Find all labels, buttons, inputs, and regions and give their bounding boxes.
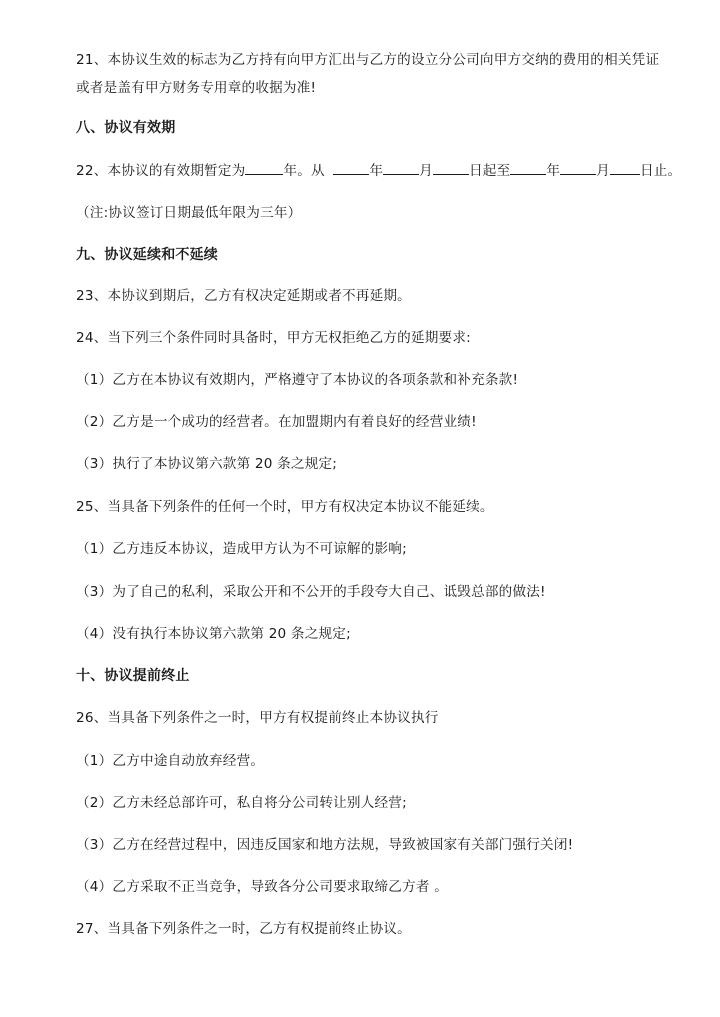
- clause-25-item-4: （4）没有执行本协议第六款第 20 条之规定;: [76, 626, 351, 642]
- from-day-label: 日起至: [468, 163, 511, 179]
- clause-26-item-1: （1）乙方中途自动放弃经营。: [76, 753, 265, 769]
- from-month-blank[interactable]: [383, 160, 419, 175]
- clause-27: 27、当具备下列条件之一时，乙方有权提前终止协议。: [76, 921, 411, 937]
- to-day-label: 日止。: [639, 163, 682, 179]
- section-9-heading: 九、协议延续和不延续: [76, 247, 218, 263]
- clause-26-item-4: （4）乙方采取不正当竞争，导致各分公司要求取缔乙方者 。: [76, 879, 449, 895]
- from-day-blank[interactable]: [433, 160, 469, 175]
- term-years-blank[interactable]: [245, 160, 283, 175]
- clause-26: 26、当具备下列条件之一时，甲方有权提前终止本协议执行: [76, 710, 439, 726]
- to-day-blank[interactable]: [610, 160, 640, 175]
- clause-25-item-1: （1）乙方违反本协议，造成甲方认为不可谅解的影响;: [76, 541, 407, 557]
- clause-25: 25、当具备下列条件的任何一个时，甲方有权决定本协议不能延续。: [76, 499, 494, 515]
- section-10-heading: 十、协议提前终止: [76, 668, 190, 684]
- clause-22-prefix: 22、本协议的有效期暂定为: [76, 163, 246, 179]
- from-year-label: 年: [369, 163, 384, 179]
- clause-24: 24、当下列三个条件同时具备时，甲方无权拒绝乙方的延期要求:: [76, 330, 471, 346]
- clause-24-item-3: （3）执行了本协议第六款第 20 条之规定;: [76, 456, 338, 472]
- clause-24-item-1: （1）乙方在本协议有效期内，严格遵守了本协议的各项条款和补充条款!: [76, 372, 519, 388]
- clause-23: 23、本协议到期后，乙方有权决定延期或者不再延期。: [76, 288, 411, 304]
- to-year-blank[interactable]: [510, 160, 546, 175]
- to-month-blank[interactable]: [560, 160, 596, 175]
- from-year-blank[interactable]: [333, 160, 369, 175]
- to-year-label: 年: [546, 163, 561, 179]
- clause-24-item-2: （2）乙方是一个成功的经营者。在加盟期内有着良好的经营业绩!: [76, 414, 477, 430]
- clause-22-year-suffix: 年。从: [283, 163, 325, 179]
- clause-26-item-2: （2）乙方未经总部许可，私自将分公司转让别人经营;: [76, 795, 407, 811]
- clause-25-item-3: （3）为了自己的私利，采取公开和不公开的手段夸大自己、诋毁总部的做法!: [76, 584, 546, 600]
- clause-22: [76, 160, 681, 181]
- clause-26-item-3: （3）乙方在经营过程中，因违反国家和地方法规，导致被国家有关部门强行关闭!: [76, 837, 574, 853]
- section-8-heading: 八、协议有效期: [76, 120, 176, 136]
- clause-21-line-2: 或者是盖有甲方财务专用章的收据为准!: [76, 80, 317, 96]
- clause-21-line-1: 21、本协议生效的标志为乙方持有向甲方汇出与乙方的设立分公司向甲方交纳的费用的相关凭证: [76, 52, 660, 68]
- to-month-label: 月: [596, 163, 610, 179]
- term-note: （注:协议签订日期最低年限为三年）: [76, 205, 302, 221]
- from-month-label: 月: [419, 163, 433, 179]
